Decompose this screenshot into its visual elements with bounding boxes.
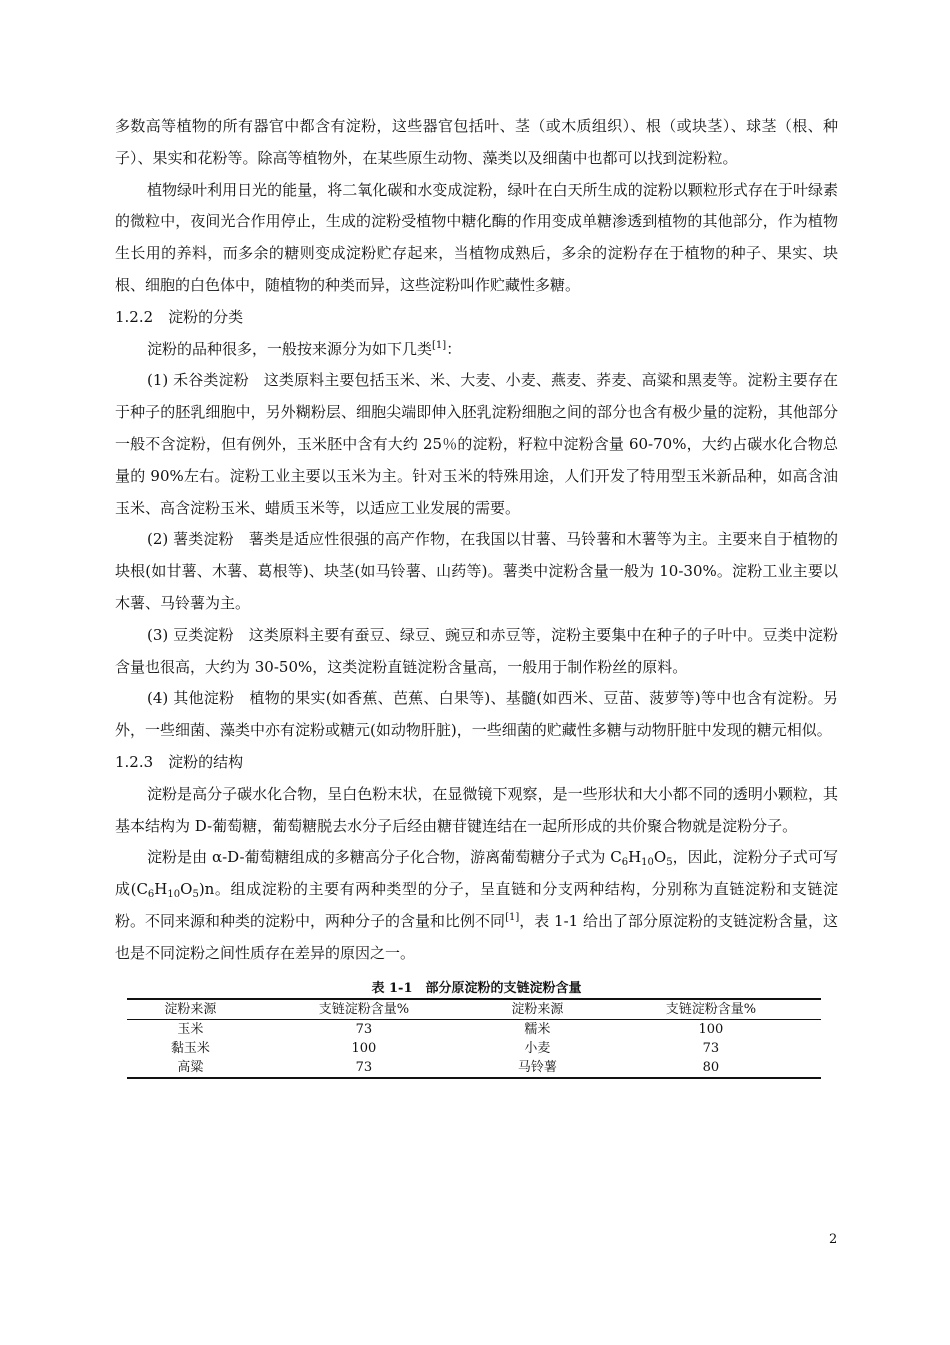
text: 淀粉的品种很多，一般按来源分为如下几类 [147, 339, 433, 358]
table-cell: 糯米 [524, 1021, 551, 1037]
table-caption: 表 1-1 部分原淀粉的支链淀粉含量 [371, 980, 582, 996]
citation-ref: [1] [505, 911, 520, 923]
paragraph-other-starch: (4) 其他淀粉 植物的果实(如香蕉、芭蕉、白果等)、基髓(如西米、豆苗、菠萝等)等中也含有淀粉。另外，一些细菌、藻类中亦有淀粉或糖元(如动物肝脏)，一些细菌的贮藏性多糖与动物肝脏中发现的糖元相似。 [115, 689, 838, 740]
text: H [154, 880, 168, 899]
subscript: 6 [147, 889, 155, 901]
paragraph-cereal-starch: (1) 禾谷类淀粉 这类原料主要包括玉米、米、大麦、小麦、燕麦、荞麦、高粱和黑麦等。淀粉主要存在于种子的胚乳细胞中，另外糊粉层、细胞尖端即伸入胚乳淀粉细胞之间的部分也含有极少量的淀粉，其他部分一般不含淀粉，但有例外，玉米胚中含有大约 25％的淀粉，籽粒中淀粉含量 60-70%，大约占碳水化合物总量的 90%左右。淀粉工业主要以玉米为主。针对玉米的特殊用途，人们开发了特用型玉米新品种，如高含油玉米、高含淀粉玉米、蜡质玉米等，以适应工业发展的需要。 [115, 371, 838, 517]
table-row [127, 1058, 821, 1078]
table-cell: 73 [355, 1059, 373, 1075]
page-number: 2 [829, 1232, 838, 1247]
text: 淀粉是由 α-D-葡萄糖组成的多糖高分子化合物，游离葡萄糖分子式为 C [147, 848, 622, 867]
table-cell: 100 [698, 1021, 724, 1037]
text: ： [446, 339, 462, 358]
citation-ref: [1] [432, 339, 447, 351]
table-cell: 小麦 [524, 1040, 551, 1056]
section-heading-structure: 1.2.3 淀粉的结构 [115, 752, 244, 771]
amylopectin-table [127, 998, 821, 1079]
table-header-cell: 淀粉来源 [164, 1001, 217, 1017]
paragraph-classification-intro [115, 334, 838, 366]
table-cell: 马铃薯 [517, 1059, 557, 1075]
paragraph-formula [115, 842, 838, 969]
table-cell: 73 [702, 1040, 720, 1056]
text: O [180, 880, 193, 899]
text: H [628, 848, 642, 867]
table-cell: 100 [351, 1040, 377, 1056]
paragraph-intro: 多数高等植物的所有器官中都含有淀粉，这些器官包括叶、茎（或木质组织）、根（或块茎）、球茎（根、种子）、果实和花粉等。除高等植物外，在某些原生动物、藻类以及细菌中也都可以找到淀粉粒。 [115, 117, 838, 167]
table-header-cell: 支链淀粉含量% [318, 1001, 410, 1017]
text: )n。组成淀粉的主要有两种类型的分子，呈直链和分支两种结构，分别称为直链淀粉和支链淀粉。不同来源和种类的淀粉中，两种分子的含量和比例不同 [115, 880, 838, 930]
paragraph-legume-starch: (3) 豆类淀粉 这类原料主要有蚕豆、绿豆、豌豆和赤豆等，淀粉主要集中在种子的子叶中。豆类中淀粉含量也很高，大约为 30-50%，这类淀粉直链淀粉含量高，一般用于制作粉丝的原料。 [115, 625, 838, 676]
subscript: 5 [192, 889, 199, 901]
table-header-row [127, 999, 821, 1020]
subscript: 5 [666, 857, 673, 869]
table-cell: 80 [702, 1059, 720, 1075]
text: O [653, 848, 667, 867]
subscript: 10 [167, 889, 181, 901]
paragraph-structure: 淀粉是高分子碳水化合物，呈白色粉末状，在显微镜下观察，是一些形状和大小都不同的透明小颗粒，其基本结构为 D-葡萄糖，葡萄糖脱去水分子后经由糖苷键连结在一起所形成的共价聚合物就是淀粉分子。 [115, 784, 838, 835]
table-header-cell: 支链淀粉含量% [665, 1001, 757, 1017]
text: ，表 1-1 给出了部分原淀粉的支链淀粉含量，这也是不同淀粉之间性质存在差异的原因之一。 [115, 911, 838, 962]
table-cell: 黏玉米 [170, 1040, 210, 1056]
section-heading-classification: 1.2.2 淀粉的分类 [115, 307, 244, 326]
table-cell: 高粱 [177, 1059, 204, 1075]
subscript: 6 [621, 857, 629, 869]
table-cell: 玉米 [177, 1021, 204, 1037]
subscript: 10 [641, 857, 654, 869]
paragraph-tuber-starch: (2) 薯类淀粉 薯类是适应性很强的高产作物，在我国以甘薯、马铃薯和木薯等为主。主要来自于植物的块根(如甘薯、木薯、葛根等)、块茎(如马铃薯、山药等)。薯类中淀粉含量一般为 10-30%。淀粉工业主要以木薯、马铃薯为主。 [115, 530, 838, 612]
text: ，因此，淀粉分子式可写成(C [115, 848, 838, 899]
table-header-cell: 淀粉来源 [511, 1001, 564, 1017]
document-body [115, 111, 838, 1079]
table-row [127, 1039, 821, 1058]
table-cell: 73 [355, 1021, 373, 1037]
paragraph-photosynthesis: 植物绿叶利用日光的能量，将二氧化碳和水变成淀粉，绿叶在白天所生成的淀粉以颗粒形式存在于叶绿素的微粒中，夜间光合作用停止，生成的淀粉受植物中糖化酶的作用变成单糖渗透到植物的其他部分，作为植物生长用的养料，而多余的糖则变成淀粉贮存起来，当植物成熟后，多余的淀粉存在于植物的种子、果实、块根、细胞的白色体中，随植物的种类而异，这些淀粉叫作贮藏性多糖。 [115, 180, 838, 294]
table-row [127, 1019, 821, 1039]
